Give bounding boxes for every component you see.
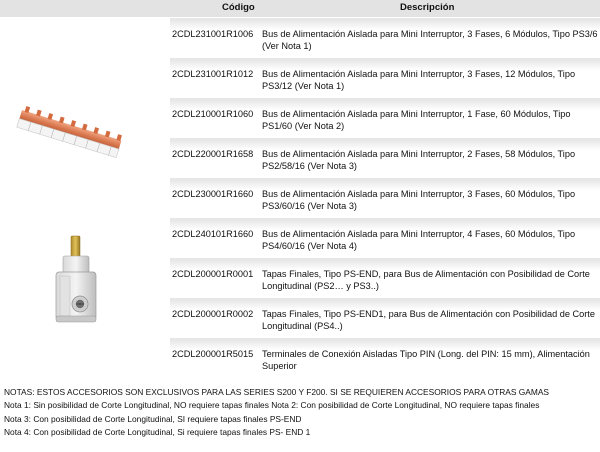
table-row bbox=[170, 98, 600, 138]
busbar-image bbox=[17, 105, 123, 157]
notes-heading: NOTAS: ESTOS ACCESORIOS SON EXCLUSIVOS PARA LAS SERIES S200 Y F200. SI SE REQUIEREN ACCESORIOS PARA OTRAS GAMAS bbox=[4, 387, 550, 397]
row-code: 2CDL240101R1660 bbox=[172, 229, 254, 239]
row-description: Tapas Finales, Tipo PS-END1, para Bus de Alimentación con Posibilidad de Corte Longitudinal (PS4..) bbox=[262, 309, 595, 331]
row-description: Bus de Alimentación Aislada para Mini Interruptor, 1 Fase, 60 Módulos, Tipo PS1/60 (Ver Nota 2) bbox=[262, 109, 571, 131]
row-code: 2CDL231001R1006 bbox=[172, 29, 254, 39]
note-line: Nota 1: Sin posibilidad de Corte Longitudinal, NO requiere tapas finales Nota 2: Con posibilidad de Corte Longitudinal, NO requiere tapas finales bbox=[4, 400, 540, 411]
row-description: Terminales de Conexión Aisladas Tipo PIN (Long. del PIN: 15 mm), Alimentación Superior bbox=[262, 349, 590, 371]
note-line: Nota 4: Con posibilidad de Corte Longitudinal, Si requiere tapas finales PS- END 1 bbox=[4, 427, 311, 438]
row-code: 2CDL200001R0001 bbox=[172, 269, 254, 279]
notes-section bbox=[4, 386, 600, 440]
row-description: Bus de Alimentación Aislada para Mini Interruptor, 3 Fases, 60 Módulos, Tipo PS3/60/16 (Ver Nota 3) bbox=[262, 189, 576, 211]
row-description: Bus de Alimentación Aislada para Mini Interruptor, 3 Fases, 12 Módulos, Tipo PS3/12 (Ver Nota 1) bbox=[262, 69, 576, 91]
table-row bbox=[170, 18, 600, 58]
table-row bbox=[170, 298, 600, 338]
terminal-image bbox=[56, 236, 96, 322]
product-images-svg bbox=[0, 18, 170, 380]
header-descripcion: Descripción bbox=[400, 2, 455, 13]
row-description: Bus de Alimentación Aislada para Mini Interruptor, 3 Fases, 6 Módulos, Tipo PS3/6 (Ver Nota 1) bbox=[262, 29, 598, 51]
row-description: Bus de Alimentación Aislada para Mini Interruptor, 2 Fases, 58 Módulos, Tipo PS2/58/16 (Ver Nota 3) bbox=[262, 149, 576, 171]
note-line: Nota 3: Con posibilidad de Corte Longitudinal, SI requiere tapas finales PS-END bbox=[4, 413, 302, 424]
table-row bbox=[170, 338, 600, 378]
table-row bbox=[170, 218, 600, 258]
row-code: 2CDL200001R0002 bbox=[172, 309, 254, 319]
table-header bbox=[0, 0, 600, 17]
table-row bbox=[170, 178, 600, 218]
row-code: 2CDL200001R5015 bbox=[172, 349, 254, 359]
row-code: 2CDL231001R1012 bbox=[172, 69, 254, 79]
row-code: 2CDL230001R1660 bbox=[172, 189, 254, 199]
table-row bbox=[170, 258, 600, 298]
header-codigo: Código bbox=[222, 2, 255, 13]
product-images bbox=[0, 18, 170, 380]
row-code: 2CDL210001R1060 bbox=[172, 109, 254, 119]
table-row bbox=[170, 138, 600, 178]
row-description: Tapas Finales, Tipo PS-END, para Bus de Alimentación con Posibilidad de Corte Longitudinal (PS2… y PS3..) bbox=[262, 269, 590, 291]
row-description: Bus de Alimentación Aislada para Mini Interruptor, 4 Fases, 60 Módulos, Tipo PS4/60/16 (Ver Nota 4) bbox=[262, 229, 576, 251]
table-row bbox=[170, 58, 600, 98]
row-code: 2CDL220001R1658 bbox=[172, 149, 254, 159]
